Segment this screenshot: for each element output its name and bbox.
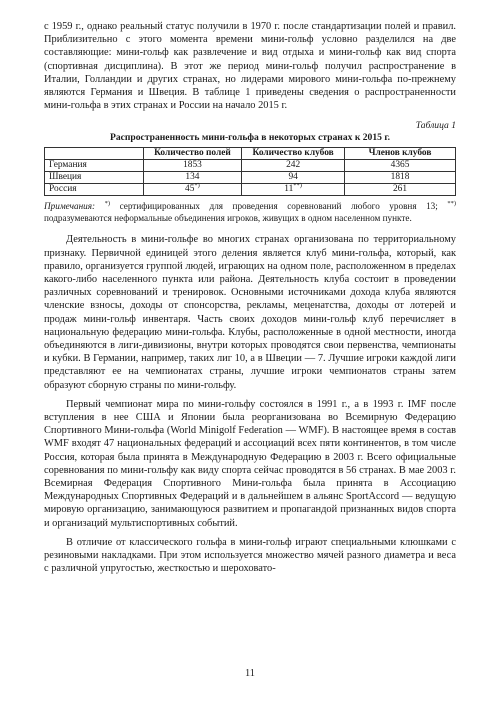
table-cell-country: Германия [45,160,144,172]
body-paragraph-championship: Первый чемпионат мира по мини-гольфу состоялся в 1991 г., а в 1993 г. IMF после вступления в нее США и Японии была реорганизована во Всемирную Федерацию Спортивного Мини-гольфа (World Minigolf Federation — WMF). В настоящее время в состав WMF входят 47 национальных федераций и ассоциаций всех пяти континентов, в том числе Россия, которая была принята в Международную Федерацию в 2003 г. Всего официальные соревнования по мини-гольфу как виду спорта сейчас проводятся в 56 странах. В мае 2003 г. Всемирная Федерация Спортивного Мини-гольфа была принята в Ассоциацию Международных Спортивных Федераций и в дальнейшем в альянс SportAccord — ведущую мировую организацию, занимающуюся развитием и пропагандой признанных видов спорта и организаций мультиспортивных событий. [44,398,456,529]
table-cell-fields: 134 [143,172,242,184]
body-paragraph-intro: с 1959 г., однако реальный статус получили в 1970 г. после стандартизации полей и правил. Приблизительно с этого момента времени мини-гольф условно разделился на две составляющие: мини-гольф как развлечение и вид отдыха и мини-гольф как вид спорта (спортивная дисциплина). В этот же период мини-гольф получил распространение в Италии, Голландии и других странах, но лидерами мирового мини-гольфа по-прежнему являются Германия и Швеция. В таблице 1 приведены сведения о распространенности мини-гольфа в этих странах и России на начало 2015 г. [44,21,456,112]
table-cell-fields: 1853 [143,160,242,172]
table-header-row [45,148,456,160]
table-header-country [45,148,144,160]
table-header-members: Членов клубов [345,148,456,160]
table-cell-clubs: 11**) [242,184,345,196]
table-cell-members: 1818 [345,172,456,184]
body-paragraph-organization: Деятельность в мини-гольфе во многих странах организована по территориальному признаку. Первичной единицей этого деления является клуб мини-гольфа, который, как правило, организуется группой людей, играющих на одном поле, расположенном в пределах какого-либо населенного пункта или района. Деятельность клуба состоит в проведении различных соревнований и тренировок. Основными источниками дохода клуба являются членские взносы, доходы от спонсорства, рекламы, меценатства, доходы от лотерей и продаж мини-гольф инвентаря. Часть своих доходов мини-гольф клуб перечисляет в национальную федерацию мини-гольфа. Клубы, расположенные в одной местности, иногда объединяются в лиги-дивизионы, внутри которых проводятся свои первенства, чемпионаты и кубки. В Германии, например, таких лиг 10, а в Швеции — 7. Лучшие игроки каждой лиги представляют ее на чемпионатах страны, лучшие игроки чемпионатов страны затем образуют сборную страны по мини-гольфу. [44,234,456,391]
table-row [45,172,456,184]
table-header-clubs: Количество клубов [242,148,345,160]
page-number: 11 [244,668,255,679]
footnote-mark: *) [194,182,200,190]
body-paragraph-equipment: В отличие от классического гольфа в мини-гольф играют специальными клюшками с резиновыми накладками. При этом используется множество мячей разного диаметра и веса с различной упругостью, жесткостью и шероховато- [44,536,456,575]
table-cell-clubs: 242 [242,160,345,172]
table-row [45,184,456,196]
table-header-fields: Количество полей [143,148,242,160]
table-cell-fields: 45*) [143,184,242,196]
table-cell-members: 4365 [345,160,456,172]
table-row [45,160,456,172]
table-title: Распространенность мини-гольфа в некоторых странах к 2015 г. [109,132,391,144]
table-caption: Таблица 1 [415,120,456,132]
note-text-2: подразумеваются неформальные объединения игроков, живущих в одном населенном пункте. [44,212,412,223]
table-cell-country: Россия [45,184,144,196]
table-cell-members: 261 [345,184,456,196]
table-notes: Примечания: *) сертифицированных для проведения соревнований любого уровня 13; **) подразумеваются неформальные объединения игроков, живущих в одном населенном пункте. [44,200,457,223]
note-text-1: сертифицированных для проведения соревнований любого уровня 13; [119,201,438,212]
footnote-mark: **) [447,200,457,208]
footnote-mark: **) [293,182,302,190]
footnote-mark: *) [104,200,111,208]
table-cell-clubs: 94 [242,172,345,184]
table-cell-country: Швеция [45,172,144,184]
statistics-table [44,147,456,196]
notes-label: Примечания [44,201,93,212]
